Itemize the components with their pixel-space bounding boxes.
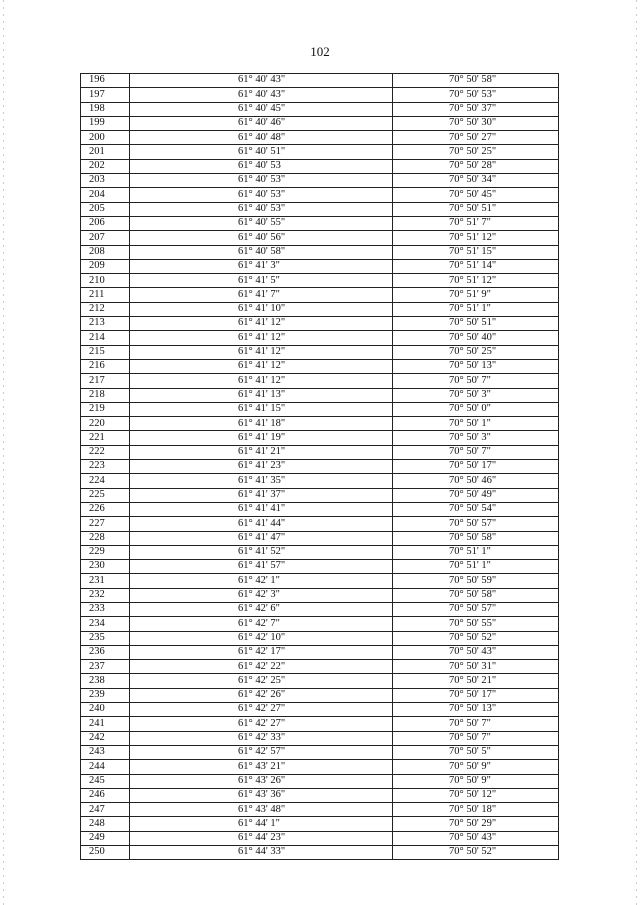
table-row xyxy=(81,631,559,645)
longitude-cell: 70° 50' 27" xyxy=(393,131,559,145)
latitude-cell: 61° 43' 26" xyxy=(130,774,393,788)
point-number-cell: 248 xyxy=(81,817,130,831)
point-number-cell: 237 xyxy=(81,660,130,674)
table-row xyxy=(81,116,559,130)
latitude-cell: 61° 42' 57" xyxy=(130,745,393,759)
table-row xyxy=(81,374,559,388)
point-number-cell: 225 xyxy=(81,488,130,502)
latitude-cell: 61° 41' 12" xyxy=(130,331,393,345)
table-row xyxy=(81,574,559,588)
latitude-cell: 61° 41' 52" xyxy=(130,545,393,559)
table-row xyxy=(81,488,559,502)
latitude-cell: 61° 41' 15" xyxy=(130,402,393,416)
table-row xyxy=(81,774,559,788)
longitude-cell: 70° 50' 51" xyxy=(393,202,559,216)
table-row xyxy=(81,760,559,774)
point-number-cell: 240 xyxy=(81,703,130,717)
longitude-cell: 70° 51' 14" xyxy=(393,259,559,273)
latitude-cell: 61° 40' 48" xyxy=(130,131,393,145)
point-number-cell: 249 xyxy=(81,831,130,845)
point-number-cell: 232 xyxy=(81,588,130,602)
latitude-cell: 61° 42' 22" xyxy=(130,660,393,674)
table-row xyxy=(81,331,559,345)
latitude-cell: 61° 41' 37" xyxy=(130,488,393,502)
point-number-cell: 239 xyxy=(81,688,130,702)
latitude-cell: 61° 43' 21" xyxy=(130,760,393,774)
point-number-cell: 222 xyxy=(81,445,130,459)
point-number-cell: 245 xyxy=(81,774,130,788)
longitude-cell: 70° 50' 37" xyxy=(393,102,559,116)
latitude-cell: 61° 42' 1" xyxy=(130,574,393,588)
latitude-cell: 61° 41' 44" xyxy=(130,517,393,531)
point-number-cell: 221 xyxy=(81,431,130,445)
longitude-cell: 70° 50' 7" xyxy=(393,731,559,745)
table-row xyxy=(81,174,559,188)
point-number-cell: 243 xyxy=(81,745,130,759)
table-row xyxy=(81,445,559,459)
table-row xyxy=(81,703,559,717)
table-row xyxy=(81,731,559,745)
longitude-cell: 70° 50' 58" xyxy=(393,531,559,545)
longitude-cell: 70° 50' 52" xyxy=(393,846,559,860)
point-number-cell: 231 xyxy=(81,574,130,588)
point-number-cell: 223 xyxy=(81,460,130,474)
point-number-cell: 215 xyxy=(81,345,130,359)
longitude-cell: 70° 50' 1" xyxy=(393,417,559,431)
latitude-cell: 61° 42' 7" xyxy=(130,617,393,631)
longitude-cell: 70° 50' 55" xyxy=(393,617,559,631)
table-row xyxy=(81,846,559,860)
table-row xyxy=(81,431,559,445)
latitude-cell: 61° 41' 35" xyxy=(130,474,393,488)
longitude-cell: 70° 50' 18" xyxy=(393,803,559,817)
point-number-cell: 227 xyxy=(81,517,130,531)
longitude-cell: 70° 50' 57" xyxy=(393,602,559,616)
table-row xyxy=(81,688,559,702)
table-row xyxy=(81,602,559,616)
point-number-cell: 228 xyxy=(81,531,130,545)
table-row xyxy=(81,745,559,759)
longitude-cell: 70° 51' 1" xyxy=(393,545,559,559)
longitude-cell: 70° 50' 58" xyxy=(393,74,559,88)
point-number-cell: 218 xyxy=(81,388,130,402)
coordinates-table xyxy=(80,73,559,860)
point-number-cell: 226 xyxy=(81,502,130,516)
longitude-cell: 70° 50' 46" xyxy=(393,474,559,488)
longitude-cell: 70° 50' 9" xyxy=(393,774,559,788)
longitude-cell: 70° 50' 52" xyxy=(393,631,559,645)
latitude-cell: 61° 42' 27" xyxy=(130,717,393,731)
point-number-cell: 216 xyxy=(81,359,130,373)
point-number-cell: 233 xyxy=(81,602,130,616)
point-number-cell: 246 xyxy=(81,788,130,802)
latitude-cell: 61° 41' 19" xyxy=(130,431,393,445)
point-number-cell: 197 xyxy=(81,88,130,102)
table-row xyxy=(81,717,559,731)
point-number-cell: 229 xyxy=(81,545,130,559)
table-row xyxy=(81,588,559,602)
longitude-cell: 70° 50' 51" xyxy=(393,317,559,331)
latitude-cell: 61° 42' 10" xyxy=(130,631,393,645)
coordinates-table-body xyxy=(81,74,559,860)
latitude-cell: 61° 40' 46" xyxy=(130,116,393,130)
longitude-cell: 70° 50' 53" xyxy=(393,88,559,102)
latitude-cell: 61° 41' 23" xyxy=(130,460,393,474)
longitude-cell: 70° 50' 45" xyxy=(393,188,559,202)
longitude-cell: 70° 50' 25" xyxy=(393,345,559,359)
table-row xyxy=(81,502,559,516)
longitude-cell: 70° 50' 7" xyxy=(393,717,559,731)
table-row xyxy=(81,359,559,373)
table-row xyxy=(81,831,559,845)
point-number-cell: 217 xyxy=(81,374,130,388)
left-scan-edge xyxy=(3,0,4,905)
longitude-cell: 70° 50' 58" xyxy=(393,588,559,602)
table-row xyxy=(81,288,559,302)
table-row xyxy=(81,145,559,159)
table-row xyxy=(81,517,559,531)
longitude-cell: 70° 50' 57" xyxy=(393,517,559,531)
point-number-cell: 196 xyxy=(81,74,130,88)
latitude-cell: 61° 40' 53" xyxy=(130,174,393,188)
table-row xyxy=(81,216,559,230)
latitude-cell: 61° 43' 36" xyxy=(130,788,393,802)
point-number-cell: 206 xyxy=(81,216,130,230)
longitude-cell: 70° 50' 17" xyxy=(393,460,559,474)
longitude-cell: 70° 50' 12" xyxy=(393,788,559,802)
latitude-cell: 61° 40' 45" xyxy=(130,102,393,116)
longitude-cell: 70° 51' 7" xyxy=(393,216,559,230)
longitude-cell: 70° 50' 31" xyxy=(393,660,559,674)
latitude-cell: 61° 41' 5" xyxy=(130,274,393,288)
longitude-cell: 70° 50' 28" xyxy=(393,159,559,173)
point-number-cell: 208 xyxy=(81,245,130,259)
latitude-cell: 61° 40' 53" xyxy=(130,202,393,216)
point-number-cell: 247 xyxy=(81,803,130,817)
table-row xyxy=(81,259,559,273)
longitude-cell: 70° 50' 59" xyxy=(393,574,559,588)
point-number-cell: 212 xyxy=(81,302,130,316)
latitude-cell: 61° 42' 27" xyxy=(130,703,393,717)
longitude-cell: 70° 50' 40" xyxy=(393,331,559,345)
latitude-cell: 61° 40' 51" xyxy=(130,145,393,159)
table-row xyxy=(81,660,559,674)
latitude-cell: 61° 44' 23" xyxy=(130,831,393,845)
latitude-cell: 61° 40' 55" xyxy=(130,216,393,230)
longitude-cell: 70° 51' 12" xyxy=(393,231,559,245)
latitude-cell: 61° 41' 12" xyxy=(130,317,393,331)
point-number-cell: 202 xyxy=(81,159,130,173)
latitude-cell: 61° 40' 43" xyxy=(130,88,393,102)
longitude-cell: 70° 51' 9" xyxy=(393,288,559,302)
point-number-cell: 210 xyxy=(81,274,130,288)
latitude-cell: 61° 40' 53" xyxy=(130,188,393,202)
longitude-cell: 70° 50' 3" xyxy=(393,431,559,445)
table-row xyxy=(81,102,559,116)
table-row xyxy=(81,188,559,202)
page-number: 102 xyxy=(310,44,330,59)
point-number-cell: 199 xyxy=(81,116,130,130)
latitude-cell: 61° 41' 12" xyxy=(130,374,393,388)
point-number-cell: 242 xyxy=(81,731,130,745)
point-number-cell: 236 xyxy=(81,645,130,659)
latitude-cell: 61° 42' 6" xyxy=(130,602,393,616)
longitude-cell: 70° 50' 5" xyxy=(393,745,559,759)
table-row xyxy=(81,788,559,802)
table-row xyxy=(81,402,559,416)
latitude-cell: 61° 41' 10" xyxy=(130,302,393,316)
longitude-cell: 70° 50' 43" xyxy=(393,645,559,659)
point-number-cell: 201 xyxy=(81,145,130,159)
table-row xyxy=(81,74,559,88)
latitude-cell: 61° 41' 18" xyxy=(130,417,393,431)
point-number-cell: 238 xyxy=(81,674,130,688)
longitude-cell: 70° 50' 43" xyxy=(393,831,559,845)
longitude-cell: 70° 50' 49" xyxy=(393,488,559,502)
table-row xyxy=(81,645,559,659)
table-row xyxy=(81,274,559,288)
latitude-cell: 61° 42' 3" xyxy=(130,588,393,602)
point-number-cell: 213 xyxy=(81,317,130,331)
latitude-cell: 61° 41' 12" xyxy=(130,359,393,373)
longitude-cell: 70° 50' 7" xyxy=(393,445,559,459)
longitude-cell: 70° 50' 25" xyxy=(393,145,559,159)
point-number-cell: 241 xyxy=(81,717,130,731)
latitude-cell: 61° 41' 12" xyxy=(130,345,393,359)
latitude-cell: 61° 41' 3" xyxy=(130,259,393,273)
table-row xyxy=(81,817,559,831)
latitude-cell: 61° 41' 41" xyxy=(130,502,393,516)
table-row xyxy=(81,202,559,216)
latitude-cell: 61° 40' 58" xyxy=(130,245,393,259)
latitude-cell: 61° 43' 48" xyxy=(130,803,393,817)
table-row xyxy=(81,545,559,559)
point-number-cell: 205 xyxy=(81,202,130,216)
point-number-cell: 250 xyxy=(81,846,130,860)
longitude-cell: 70° 50' 0" xyxy=(393,402,559,416)
longitude-cell: 70° 50' 29" xyxy=(393,817,559,831)
longitude-cell: 70° 51' 12" xyxy=(393,274,559,288)
latitude-cell: 61° 44' 1" xyxy=(130,817,393,831)
point-number-cell: 235 xyxy=(81,631,130,645)
longitude-cell: 70° 51' 1" xyxy=(393,560,559,574)
table-row xyxy=(81,474,559,488)
longitude-cell: 70° 50' 3" xyxy=(393,388,559,402)
table-row xyxy=(81,560,559,574)
table-row xyxy=(81,231,559,245)
longitude-cell: 70° 50' 7" xyxy=(393,374,559,388)
point-number-cell: 200 xyxy=(81,131,130,145)
table-row xyxy=(81,345,559,359)
table-row xyxy=(81,159,559,173)
longitude-cell: 70° 50' 21" xyxy=(393,674,559,688)
latitude-cell: 61° 40' 56" xyxy=(130,231,393,245)
table-row xyxy=(81,417,559,431)
latitude-cell: 61° 44' 33" xyxy=(130,846,393,860)
point-number-cell: 207 xyxy=(81,231,130,245)
point-number-cell: 244 xyxy=(81,760,130,774)
table-row xyxy=(81,803,559,817)
longitude-cell: 70° 50' 30" xyxy=(393,116,559,130)
longitude-cell: 70° 50' 13" xyxy=(393,359,559,373)
point-number-cell: 234 xyxy=(81,617,130,631)
table-row xyxy=(81,617,559,631)
longitude-cell: 70° 50' 13" xyxy=(393,703,559,717)
table-row xyxy=(81,245,559,259)
table-row xyxy=(81,317,559,331)
latitude-cell: 61° 42' 17" xyxy=(130,645,393,659)
table-row xyxy=(81,302,559,316)
longitude-cell: 70° 51' 15" xyxy=(393,245,559,259)
longitude-cell: 70° 50' 54" xyxy=(393,502,559,516)
point-number-cell: 214 xyxy=(81,331,130,345)
table-row xyxy=(81,131,559,145)
longitude-cell: 70° 51' 1" xyxy=(393,302,559,316)
point-number-cell: 203 xyxy=(81,174,130,188)
point-number-cell: 198 xyxy=(81,102,130,116)
latitude-cell: 61° 40' 53 xyxy=(130,159,393,173)
table-row xyxy=(81,674,559,688)
latitude-cell: 61° 41' 7" xyxy=(130,288,393,302)
table-row xyxy=(81,531,559,545)
latitude-cell: 61° 42' 26" xyxy=(130,688,393,702)
point-number-cell: 211 xyxy=(81,288,130,302)
latitude-cell: 61° 42' 25" xyxy=(130,674,393,688)
table-row xyxy=(81,460,559,474)
point-number-cell: 204 xyxy=(81,188,130,202)
point-number-cell: 209 xyxy=(81,259,130,273)
latitude-cell: 61° 41' 57" xyxy=(130,560,393,574)
point-number-cell: 220 xyxy=(81,417,130,431)
latitude-cell: 61° 42' 33" xyxy=(130,731,393,745)
point-number-cell: 230 xyxy=(81,560,130,574)
longitude-cell: 70° 50' 17" xyxy=(393,688,559,702)
latitude-cell: 61° 41' 13" xyxy=(130,388,393,402)
longitude-cell: 70° 50' 9" xyxy=(393,760,559,774)
point-number-cell: 224 xyxy=(81,474,130,488)
latitude-cell: 61° 40' 43" xyxy=(130,74,393,88)
table-row xyxy=(81,388,559,402)
point-number-cell: 219 xyxy=(81,402,130,416)
right-scan-edge xyxy=(636,0,637,905)
latitude-cell: 61° 41' 47" xyxy=(130,531,393,545)
longitude-cell: 70° 50' 34" xyxy=(393,174,559,188)
table-row xyxy=(81,88,559,102)
latitude-cell: 61° 41' 21" xyxy=(130,445,393,459)
